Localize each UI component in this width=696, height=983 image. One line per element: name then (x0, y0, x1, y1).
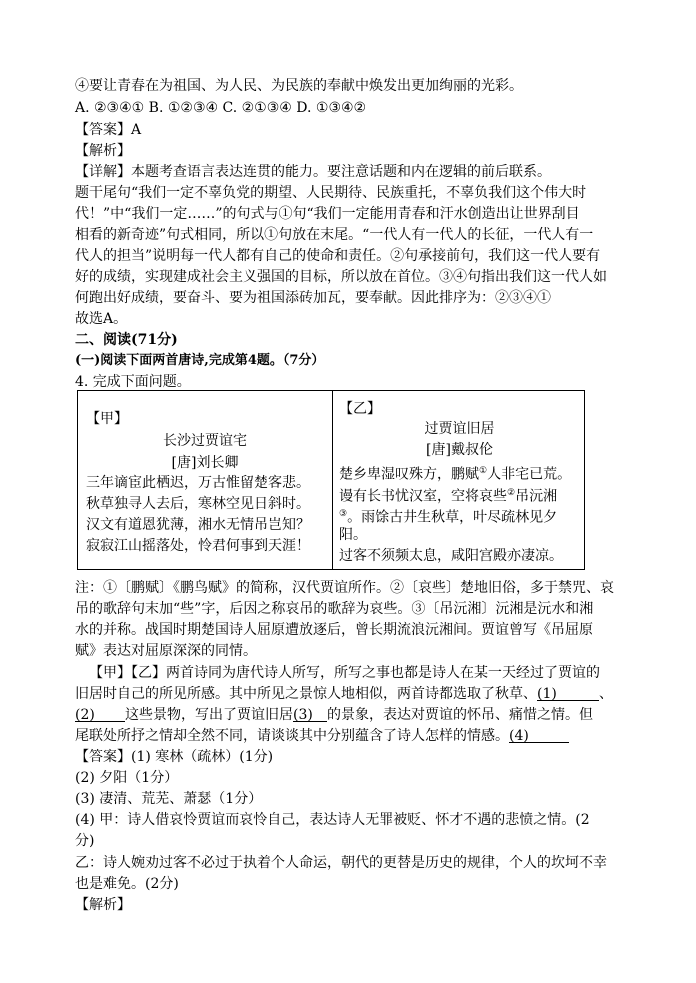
note-line: 吊的歌辞句末加“些”字，后因之称哀吊的歌辞为哀些。③〔吊沅湘〕沅湘是沅水和湘 (75, 601, 594, 617)
explanation-line: 相看的新奇迹”句式相同，所以①句放在末尾。“一代人有一代人的长征，一代人有一 (75, 227, 594, 243)
poem-table (77, 390, 585, 570)
poem-b-line: 阳。 (339, 527, 367, 543)
poem-a-line: 寂寂江山摇落处，怜君何事到天涯！ (86, 538, 310, 554)
note-line: 赋》表达对屈原深深的同情。 (75, 643, 257, 659)
answer-line: 【答案】(1) 寒林（疏林）(1分) (75, 749, 274, 765)
poem-a-tag: 【甲】 (86, 411, 128, 427)
explanation-line: 何跑出好成绩，要奋斗、要为祖国添砖加瓦，要奉献。因此排序为：②③④① (75, 290, 551, 306)
poem-b-tag: 【乙】 (339, 401, 381, 417)
choices-line: A. ②③④① B. ①②③④ C. ②①③④ D. ①③④② (75, 100, 367, 116)
question-text: (2) 这些景物，写出了贾谊旧居(3) 的景象，表达对贾谊的怀吊、痛惜之情。但 (75, 707, 593, 723)
poem-b-line: ③。雨馀古井生秋草，叶尽疏林见夕 (339, 509, 558, 526)
analysis-label: 【解析】 (75, 143, 131, 159)
table-divider (332, 391, 333, 569)
explanation-line: 代！”中“我们一定……”的句式与①句“我们一定能用青春和汗水创造出让世界刮目 (75, 206, 580, 222)
explanation-line: 代人的担当”说明每一代人都有自己的使命和责任。②句承接前句，我们这一代人要有 (75, 248, 601, 264)
poem-a-line: 秋草独寻人去后，寒林空见日斜时。 (86, 496, 310, 512)
subsection-heading: (一)阅读下面两首唐诗,完成第4题。（7分） (75, 353, 325, 368)
poem-b-author: [唐]戴叔伦 (426, 442, 493, 458)
poem-a-author: [唐]刘长卿 (171, 455, 239, 471)
note-line: 水的并称。战国时期楚国诗人屈原遭放逐后，曾长期流浪沅湘间。贾谊曾写《吊屈原 (75, 622, 593, 638)
blank-4: (4) (509, 726, 569, 743)
question-text: 旧居时自己的所见所感。其中所见之景惊人地相似，两首诗都选取了秋草、(1) 、 (75, 686, 613, 702)
answer-line: 乙：诗人婉劝过客不必过于执着个人命运，朝代的更替是历史的规律，个人的坎坷不幸 (75, 855, 607, 871)
poem-b-line: 楚乡卑湿叹殊方，鹏赋①人非宅已荒。 (339, 466, 572, 483)
detail-line: 【详解】本题考查语言表达连贯的能力。要注意话题和内在逻辑的前后联系。 (75, 164, 551, 180)
option-line-4: ④要让青春在为祖国、为人民、为民族的奉献中焕发出更加绚丽的光彩。 (75, 78, 523, 94)
answer-line: (3) 凄清、荒芜、萧瑟（1分） (75, 791, 263, 807)
question-text: 尾联处所抒之情却全然不同，请谈谈其中分别蕴含了诗人怎样的情感。(4) (75, 726, 569, 746)
poem-b-line: 过客不须频太息，咸阳宫殿亦凄凉。 (339, 548, 563, 564)
conclusion-line: 故选A。 (75, 311, 128, 327)
answer-line: (4) 甲：诗人借哀怜贾谊而哀怜自己，表达诗人无罪被贬、怀才不遇的悲愤之情。(2 (75, 812, 590, 828)
poem-a-line: 汉文有道恩犹薄，湘水无情吊岂知？ (86, 517, 310, 533)
blank-2: (2) (75, 705, 125, 722)
answer-line: 也是难免。(2分) (75, 876, 179, 892)
section-heading: 二、阅读(71分) (75, 332, 178, 348)
question-number: 4. 完成下面问题。 (75, 374, 191, 390)
explanation-line: 好的成绩，实现建成社会主义强国的目标，所以放在首位。③④句指出我们这一代人如 (75, 269, 607, 285)
answer-line: 分) (75, 833, 95, 849)
analysis-label: 【解析】 (75, 897, 131, 913)
poem-b-title: 过贾谊旧居 (424, 421, 495, 437)
poem-b-line: 谩有长书忧汉室，空将哀些②吊沅湘 (339, 488, 558, 505)
blank-1: (1) (537, 684, 599, 701)
answer-label: 【答案】A (75, 122, 142, 138)
question-text: 【甲】【乙】两首诗同为唐代诗人所写，所写之事也都是诗人在某一天经过了贾谊的 (89, 665, 600, 681)
answer-line: (2) 夕阳（1分） (75, 770, 179, 786)
note-line: 注：①〔鹏赋〕《鹏鸟赋》的简称，汉代贾谊所作。②〔哀些〕楚地旧俗，多于禁咒、哀 (75, 580, 614, 596)
blank-3: (3) (293, 705, 327, 722)
poem-a-title: 长沙过贾谊宅 (163, 433, 247, 449)
explanation-line: 题干尾句“我们一定不辜负党的期望、人民期待、民族重托，不辜负我们这个伟大时 (75, 185, 587, 201)
poem-a-line: 三年谪宦此栖迟，万古惟留楚客悲。 (86, 475, 310, 491)
